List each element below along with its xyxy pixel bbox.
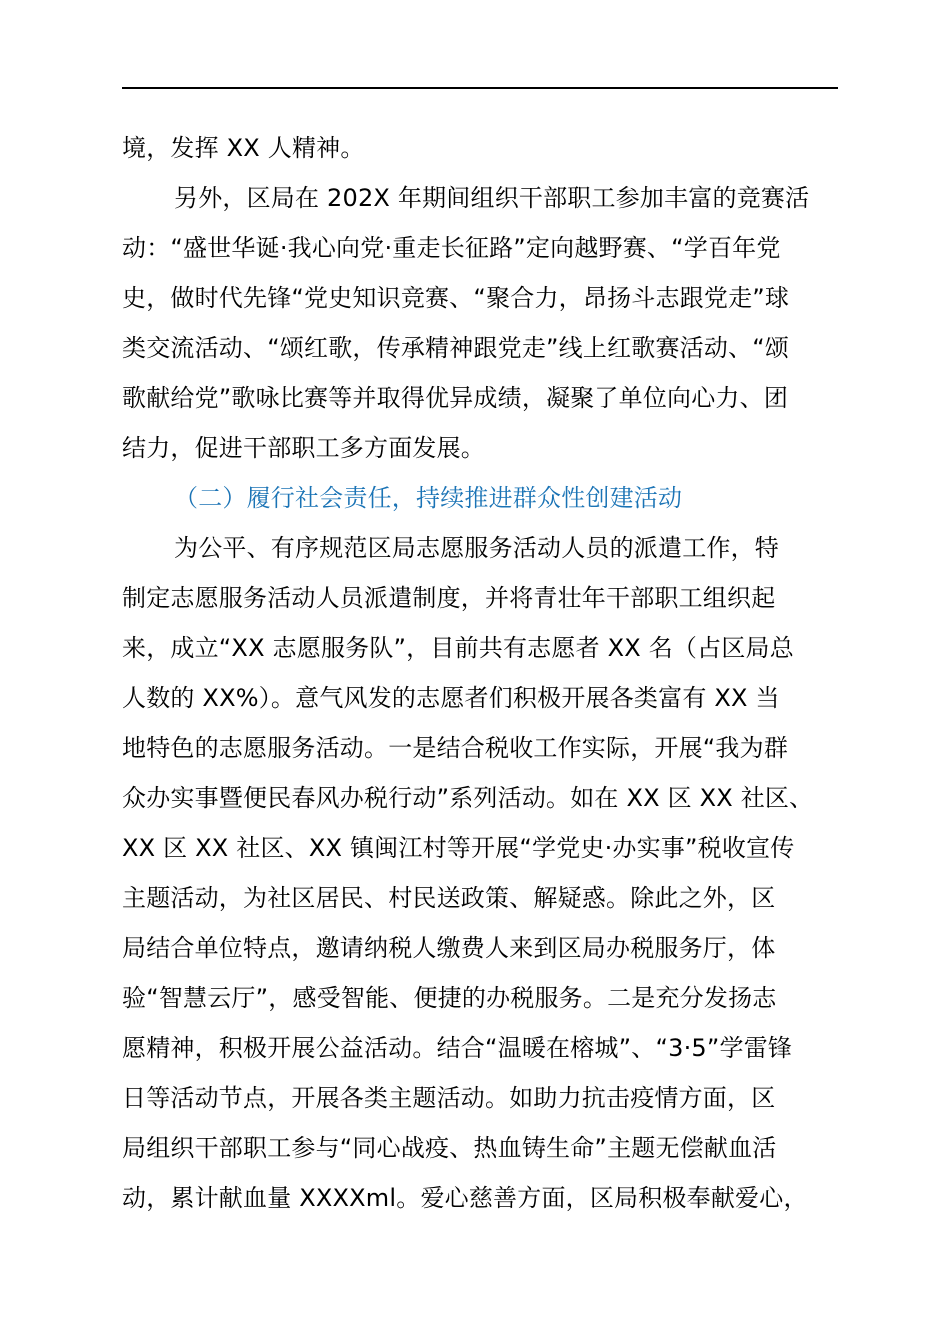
header-rule <box>122 87 838 89</box>
body-line: 动，累计献血量 XXXXml。爱心慈善方面，区局积极奉献爱心， <box>122 1184 808 1212</box>
body-line: 众办实事暨便民春风办税行动”系列活动。如在 XX 区 XX 社区、 <box>122 784 814 812</box>
body-line: 类交流活动、“颂红歌，传承精神跟党走”线上红歌赛活动、“颂 <box>122 334 790 362</box>
body-line: 主题活动，为社区居民、村民送政策、解疑惑。除此之外，区 <box>122 884 776 912</box>
body-line: 地特色的志愿服务活动。一是结合税收工作实际，开展“我为群 <box>122 734 789 762</box>
body-line: 日等活动节点，开展各类主题活动。如助力抗击疫情方面，区 <box>122 1084 776 1112</box>
body-line: 人数的 XX%）。意气风发的志愿者们积极开展各类富有 XX 当 <box>122 684 780 712</box>
section-heading: （二）履行社会责任，持续推进群众性创建活动 <box>174 484 683 512</box>
body-line: 结力，促进干部职工多方面发展。 <box>122 434 485 462</box>
body-line: 制定志愿服务活动人员派遣制度，并将青壮年干部职工组织起 <box>122 584 776 612</box>
body-line: 史，做时代先锋“党史知识竞赛、“聚合力，昂扬斗志跟党走”球 <box>122 284 790 312</box>
body-line: 验“智慧云厅”，感受智能、便捷的办税服务。二是充分发扬志 <box>122 984 777 1012</box>
body-line: 来，成立“XX 志愿服务队”，目前共有志愿者 XX 名（占区局总 <box>122 634 794 662</box>
paragraph-start-line: 为公平、有序规范区局志愿服务活动人员的派遣工作，特 <box>174 534 779 562</box>
body-line: XX 区 XX 社区、XX 镇闽江村等开展“学党史·办实事”税收宣传 <box>122 834 795 862</box>
body-line: 局结合单位特点，邀请纳税人缴费人来到区局办税服务厅，体 <box>122 934 776 962</box>
paragraph-start-line: 另外，区局在 202X 年期间组织干部职工参加丰富的竞赛活 <box>174 184 810 212</box>
body-line: 局组织干部职工参与“同心战疫、热血铸生命”主题无偿献血活 <box>122 1134 777 1162</box>
body-line: 动：“盛世华诞·我心向党·重走长征路”定向越野赛、“学百年党 <box>122 234 781 262</box>
body-line: 境，发挥 XX 人精神。 <box>122 134 365 162</box>
body-line: 歌献给党”歌咏比赛等并取得优异成绩，凝聚了单位向心力、团 <box>122 384 789 412</box>
body-line: 愿精神，积极开展公益活动。结合“温暖在榕城”、“3·5”学雷锋 <box>122 1034 793 1062</box>
